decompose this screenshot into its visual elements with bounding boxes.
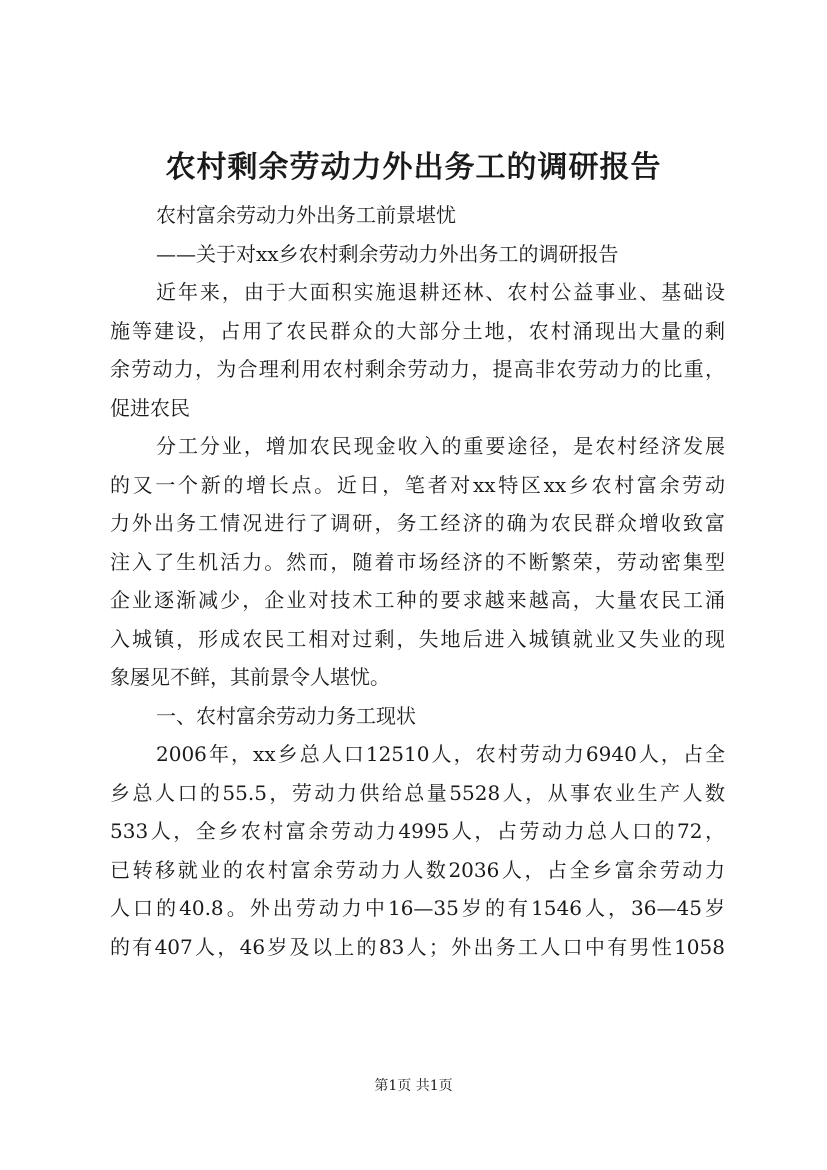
page-footer: 第1页 共1页 [374,1078,453,1094]
paragraph-2-line: 的又一个新的增长点。近日，笔者对xx特区xx乡农村富余劳动 [110,472,725,497]
subtitle-secondary: ——关于对xx乡农村剩余劳动力外出务工的调研报告 [156,241,619,266]
paragraph-3-line: 2006年，xx乡总人口12510人，农村劳动力6940人，占全 [156,742,725,766]
paragraph-3-line: 人口的40.8。外出劳动力中16—35岁的有1546人，36—45岁 [110,896,725,920]
paragraph-3-line: 的有407人，46岁及以上的83人；外出务工人口中有男性1058 [110,934,725,959]
paragraph-2-line: 分工分业，增加农民现金收入的重要途径，是农村经济发展 [156,434,725,458]
paragraph-2-line: 入城镇，形成农民工相对过剩，失地后进入城镇就业又失业的现 [110,626,725,651]
paragraph-1-line: 余劳动力，为合理利用农村剩余劳动力，提高非农劳动力的比重， [110,357,725,381]
paragraph-3-line: 已转移就业的农村富余劳动力人数2036人，占全乡富余劳动力 [110,857,725,882]
paragraph-1-line: 近年来，由于大面积实施退耕还林、农村公益事业、基础设 [156,280,725,304]
paragraph-2-line: 象屡见不鲜，其前景令人堪忧。 [110,665,390,689]
section-heading: 一、农村富余劳动力务工现状 [156,703,416,728]
paragraph-3-line: 乡总人口的55.5，劳动力供给总量5528人，从事农业生产人数 [110,780,725,805]
paragraph-1-line: 施等建设，占用了农民群众的大部分土地，农村涌现出大量的剩 [110,318,725,343]
paragraph-3-line: 533人，全乡农村富余劳动力4995人，占劳动力总人口的72， [110,819,725,843]
document-title: 农村剩余劳动力外出务工的调研报告 [165,150,662,185]
paragraph-1-line: 促进农民 [110,395,190,420]
document-body [110,196,725,966]
paragraph-2-line: 力外出务工情况进行了调研，务工经济的确为农民群众增收致富 [110,511,725,535]
subtitle: 农村富余劳动力外出务工前景堪忧 [156,203,456,227]
paragraph-2-line: 注入了生机活力。然而，随着市场经济的不断繁荣，劳动密集型 [110,549,725,574]
paragraph-2-line: 企业逐渐减少，企业对技术工种的要求越来越高，大量农民工涌 [110,588,725,612]
